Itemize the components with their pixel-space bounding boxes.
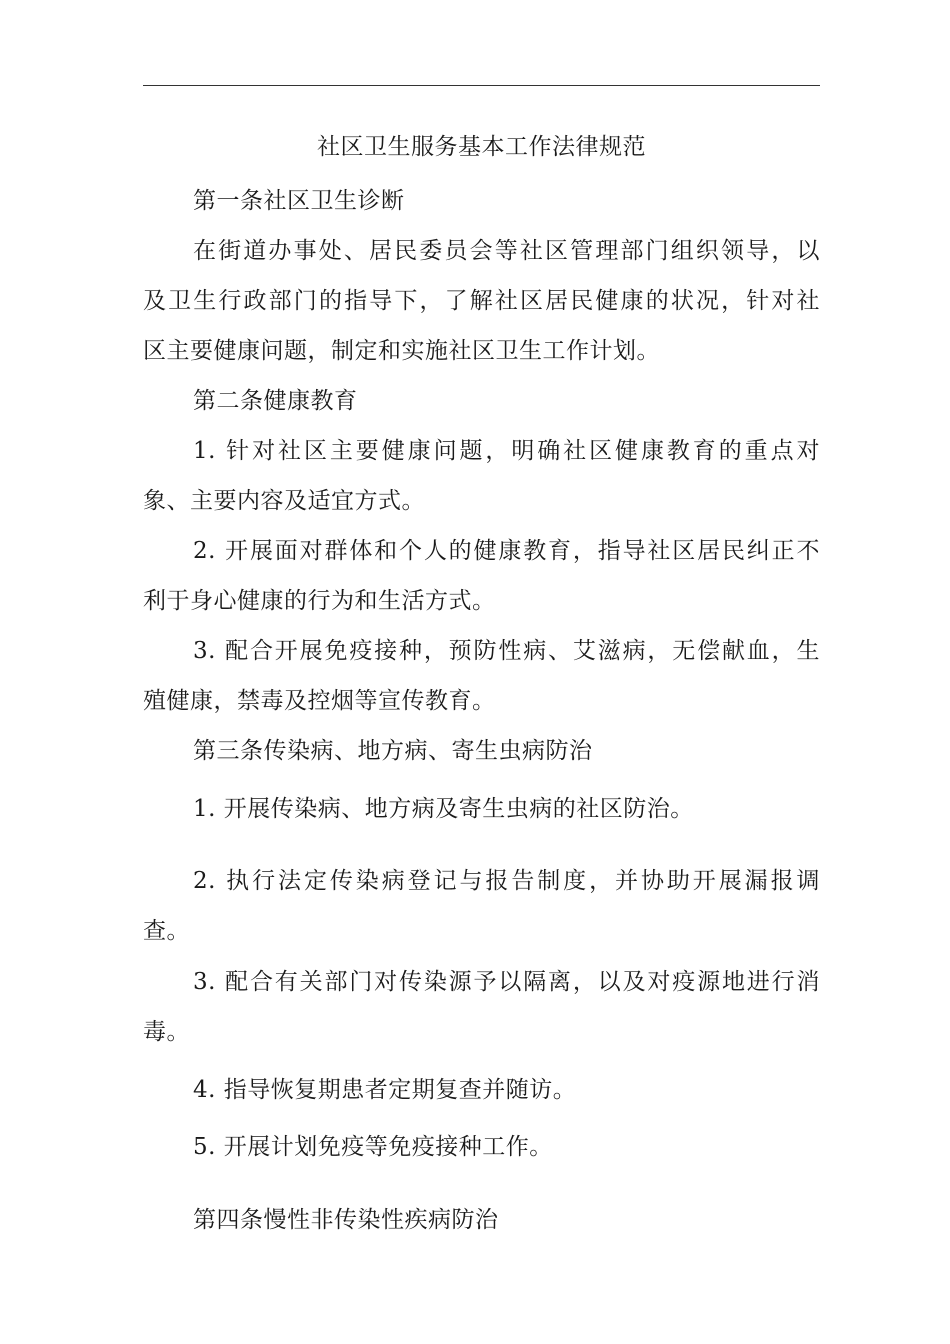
list-item-line: 2. 执行法定传染病登记与报告制度，并协助开展漏报调 [193, 868, 820, 894]
list-item-line: 3. 配合开展免疫接种，预防性病、艾滋病，无偿献血，生 [193, 638, 820, 664]
list-item-line: 5. 开展计划免疫等免疫接种工作。 [193, 1134, 553, 1160]
article-heading-4: 第四条慢性非传染性疾病防治 [193, 1207, 499, 1233]
list-item-line: 3. 配合有关部门对传染源予以隔离，以及对疫源地进行消 [193, 969, 820, 995]
list-item-line: 1. 针对社区主要健康问题，明确社区健康教育的重点对 [193, 438, 820, 464]
document-title: 社区卫生服务基本工作法律规范 [317, 134, 646, 160]
list-item-line: 查。 [143, 918, 190, 944]
list-item-line: 1. 开展传染病、地方病及寄生虫病的社区防治。 [193, 796, 694, 822]
list-item-line: 利于身心健康的行为和生活方式。 [143, 588, 496, 614]
header-rule [143, 85, 820, 86]
list-item-line: 2. 开展面对群体和个人的健康教育，指导社区居民纠正不 [193, 538, 820, 564]
paragraph-line: 及卫生行政部门的指导下，了解社区居民健康的状况，针对社 [143, 288, 820, 314]
paragraph-line: 在街道办事处、居民委员会等社区管理部门组织领导，以 [193, 238, 820, 264]
article-heading-3: 第三条传染病、地方病、寄生虫病防治 [193, 738, 593, 764]
list-item-line: 殖健康，禁毒及控烟等宣传教育。 [143, 688, 496, 714]
article-heading-1: 第一条社区卫生诊断 [193, 188, 405, 214]
list-item-line: 毒。 [143, 1019, 190, 1045]
article-heading-2: 第二条健康教育 [193, 388, 358, 414]
paragraph-line: 区主要健康问题，制定和实施社区卫生工作计划。 [143, 338, 660, 364]
list-item-line: 象、主要内容及适宜方式。 [143, 488, 425, 514]
list-item-line: 4. 指导恢复期患者定期复查并随访。 [193, 1077, 577, 1103]
